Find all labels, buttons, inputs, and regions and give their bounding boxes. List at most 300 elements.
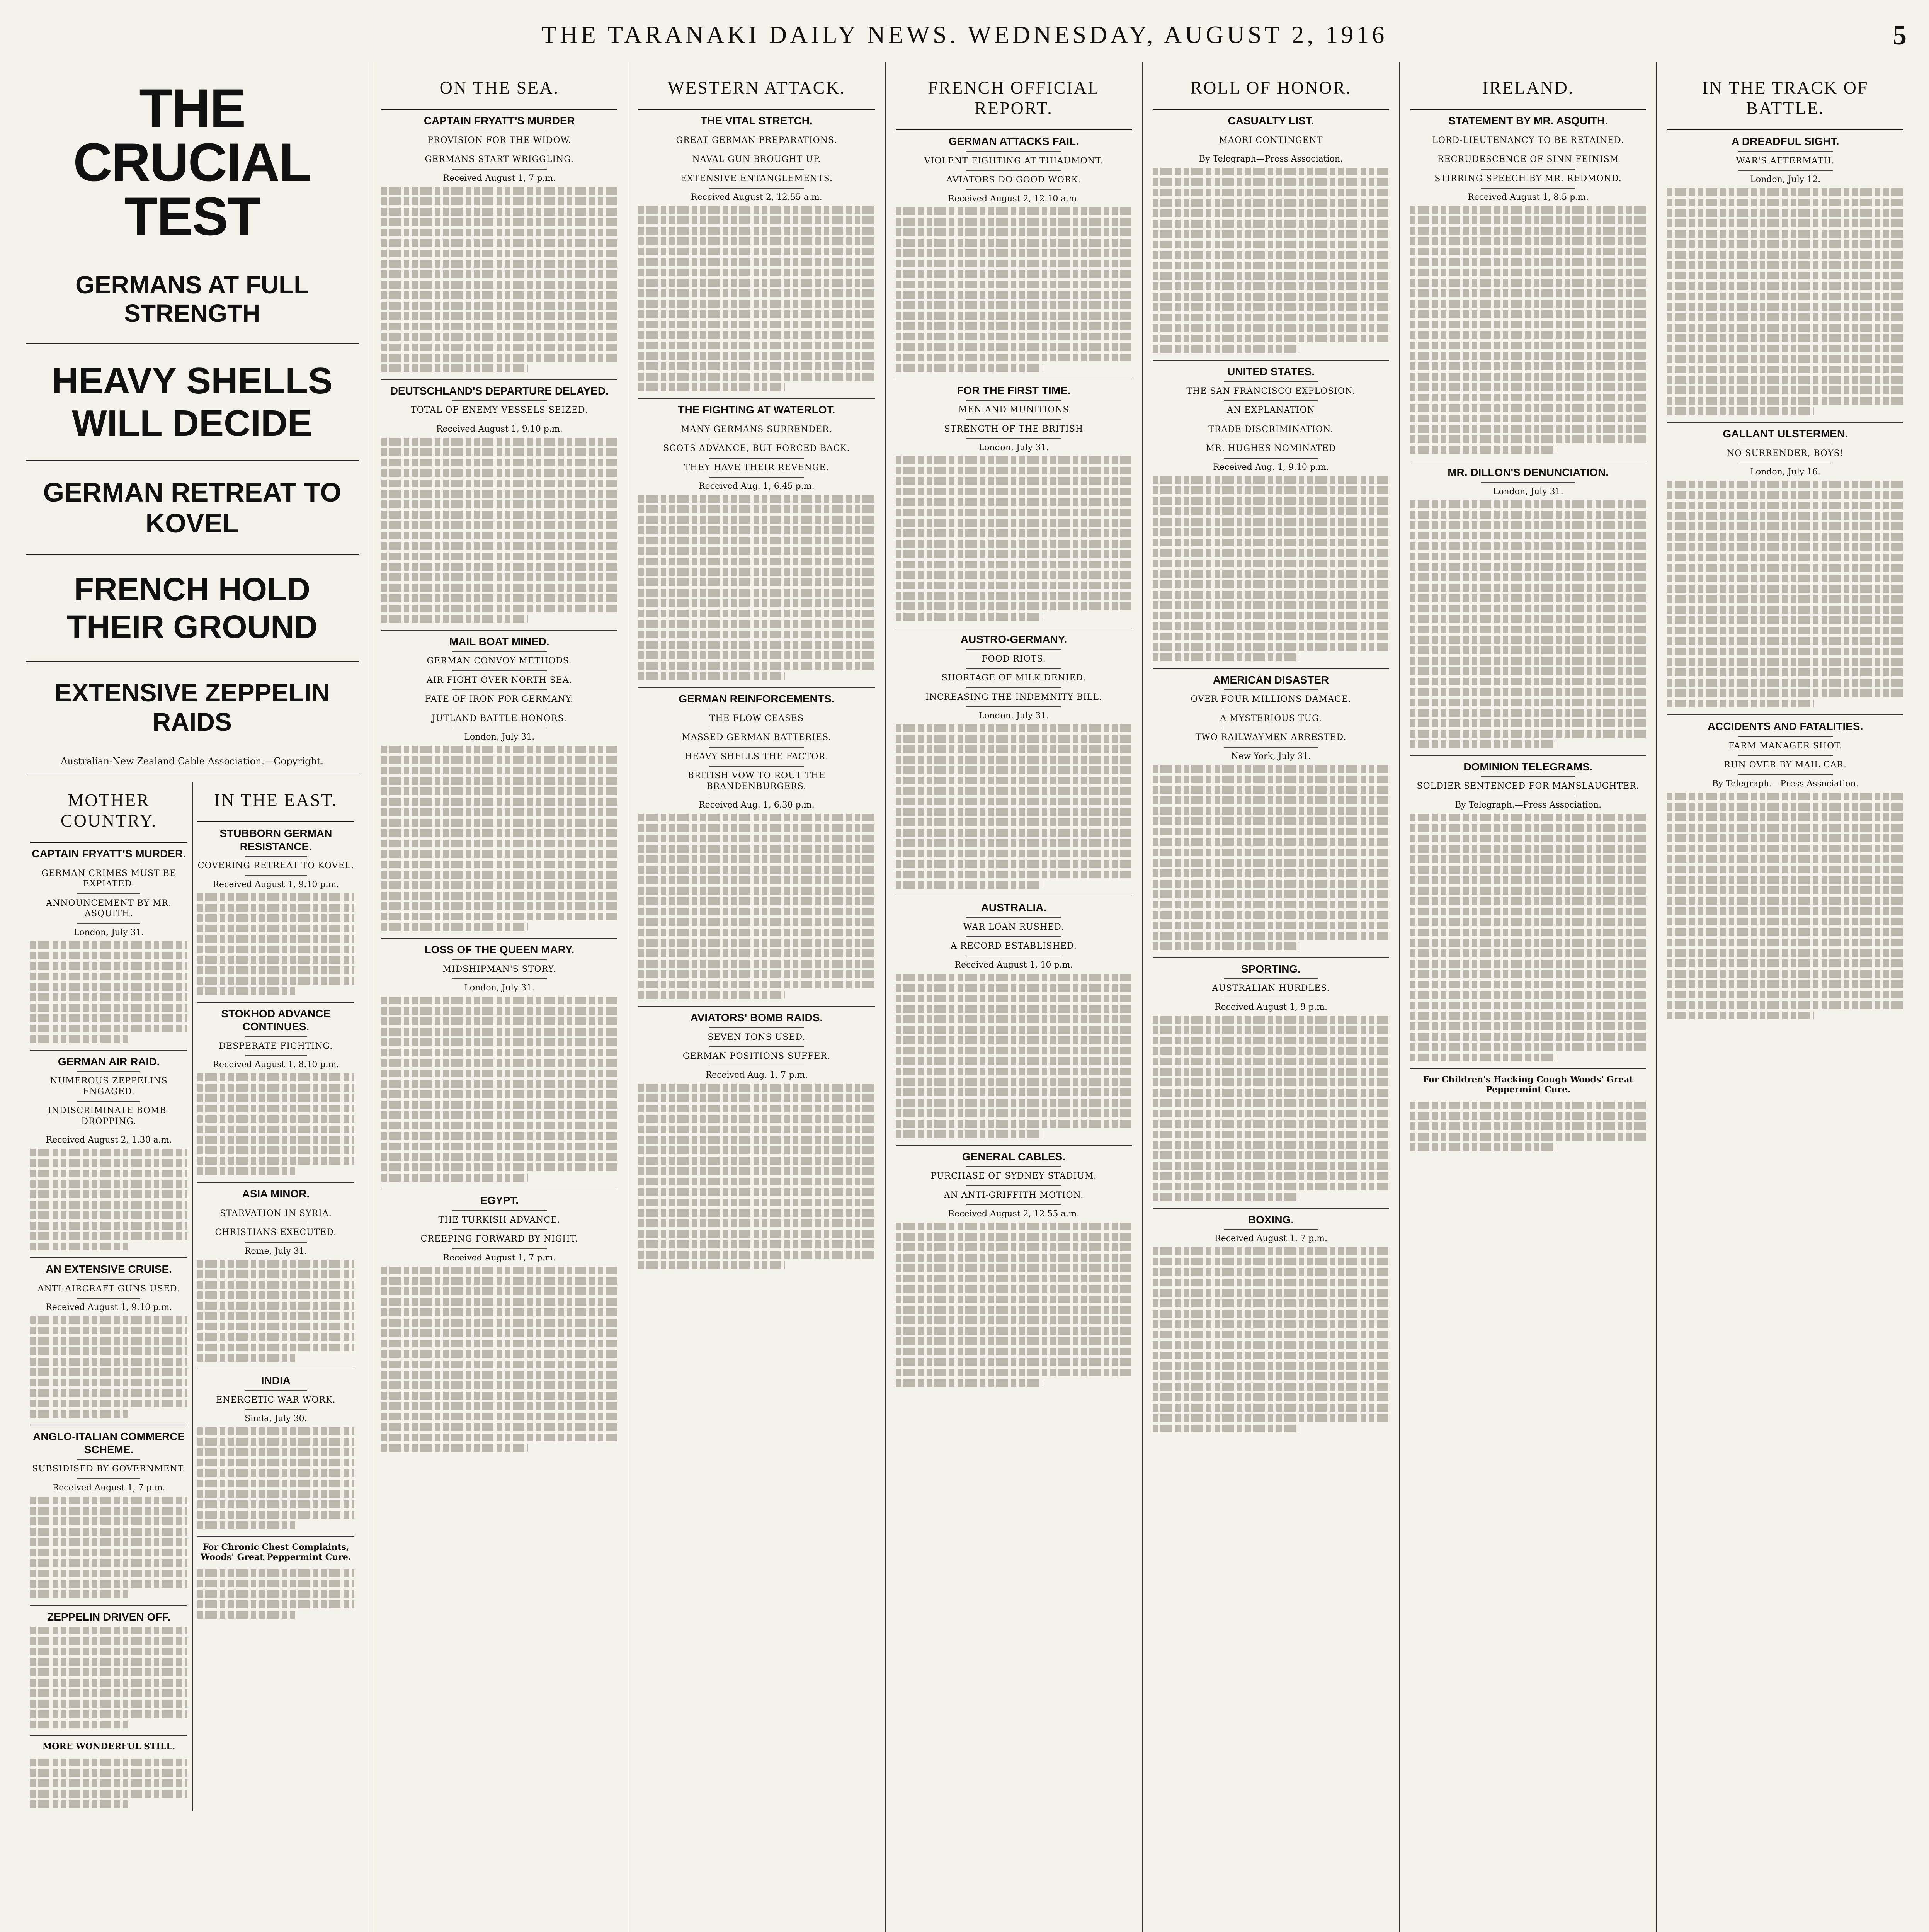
body-text-line	[381, 777, 618, 785]
article-headline: AVIATORS' BOMB RAIDS.	[638, 1006, 875, 1024]
body-text-line	[381, 1007, 618, 1015]
body-text-line	[1153, 293, 1389, 301]
body-text-line	[1410, 584, 1647, 592]
body-text-line	[381, 819, 618, 827]
body-text-line	[1410, 1012, 1647, 1020]
body-text-line	[896, 1233, 1132, 1241]
body-text-line	[1667, 595, 1903, 603]
body-text-line	[1410, 404, 1647, 412]
article-headline: STOKHOD ADVANCE CONTINUES.	[197, 1002, 354, 1033]
body-text-line	[896, 467, 1132, 474]
body-text-line	[896, 1379, 1042, 1387]
body-text-line	[896, 818, 1132, 826]
body-text-line	[30, 1590, 128, 1598]
body-text-line	[381, 1017, 618, 1025]
article-dateline: Received August 1, 7 p.m.	[443, 173, 556, 183]
article-subheading: MEN AND MUNITIONS	[958, 405, 1069, 415]
body-text-line	[381, 1329, 618, 1337]
body-text-line	[896, 312, 1132, 320]
body-text-line	[30, 1549, 187, 1556]
section-title: ON THE SEA.	[439, 78, 559, 97]
body-text-line	[638, 824, 875, 832]
body-text-line	[197, 1448, 354, 1456]
body-text-line	[197, 1480, 354, 1487]
article-headline: CAPTAIN FRYATT'S MURDER.	[30, 842, 187, 861]
body-text-line	[638, 206, 875, 214]
body-text-line	[1410, 1022, 1647, 1030]
body-text-line	[1410, 918, 1647, 926]
article-dateline: By Telegraph.—Press Association.	[1712, 779, 1859, 789]
body-text-line	[896, 995, 1132, 1002]
body-text-line	[896, 1264, 1132, 1272]
body-text-line	[1667, 637, 1903, 645]
body-text-line	[381, 573, 618, 581]
article-subheading: A MYSTERIOUS TUG.	[1220, 713, 1322, 723]
body-text-line	[1667, 303, 1903, 311]
body-text-line	[1153, 1068, 1389, 1076]
body-text-line	[1410, 1133, 1647, 1141]
body-text-line	[896, 281, 1132, 288]
article-subheading: STIRRING SPEECH BY MR. REDMOND.	[1434, 173, 1622, 184]
body-text-line	[381, 364, 528, 372]
article-headline: THE FIGHTING AT WATERLOT.	[638, 398, 875, 417]
body-text-line	[896, 860, 1132, 868]
body-text-line	[1667, 845, 1903, 852]
body-text-line	[638, 929, 875, 936]
body-text-line	[1153, 922, 1389, 929]
body-text-line	[1153, 1341, 1389, 1349]
body-text-line	[638, 279, 875, 287]
body-text-line	[1410, 511, 1647, 519]
body-text-line	[381, 808, 618, 816]
body-text-line	[197, 1500, 354, 1508]
body-text-line	[896, 509, 1132, 516]
body-text-line	[1153, 476, 1389, 484]
divider-rule	[966, 687, 1061, 688]
divider-rule	[966, 1166, 1061, 1167]
divider-rule	[452, 400, 547, 401]
body-text-line	[1667, 199, 1903, 206]
body-text-line	[1153, 1172, 1389, 1180]
body-text-line	[197, 1115, 354, 1123]
section-title: MOTHER COUNTRY.	[60, 790, 157, 830]
article-dateline: Received Aug. 1, 7 p.m.	[705, 1070, 808, 1080]
body-text-line	[1410, 1122, 1647, 1130]
body-text-line	[1410, 563, 1647, 571]
body-text-line	[1410, 897, 1647, 905]
article-headline: SPORTING.	[1153, 957, 1389, 976]
body-text-line	[30, 1337, 187, 1345]
body-text-line	[1153, 1404, 1389, 1412]
body-text-line	[896, 550, 1132, 558]
body-text-line	[197, 1427, 354, 1435]
body-text-line	[1153, 776, 1389, 783]
body-text-line	[30, 1004, 187, 1012]
body-text-line	[1667, 481, 1903, 488]
body-text-line	[1410, 699, 1647, 706]
body-text-line	[1667, 793, 1903, 800]
body-text-line	[638, 321, 875, 328]
body-text-line	[1410, 1102, 1647, 1109]
body-text-line	[638, 1157, 875, 1165]
article-subheading: CREEPING FORWARD BY NIGHT.	[420, 1234, 578, 1244]
body-text-line	[381, 1111, 618, 1119]
body-text-line	[896, 766, 1132, 774]
article-subheading: GERMANS START WRIGGLING.	[425, 155, 574, 165]
article-headline: ZEPPELIN DRIVEN OFF.	[30, 1605, 187, 1624]
body-text-line	[1410, 532, 1647, 539]
article-subheading: THEY HAVE THEIR REVENGE.	[684, 463, 829, 473]
body-text-line	[30, 962, 187, 970]
body-text-line	[381, 1122, 618, 1129]
article-headline: DEUTSCHLAND'S DEPARTURE DELAYED.	[381, 379, 618, 398]
body-text-line	[1153, 220, 1389, 228]
article-dateline: Received August 2, 1.30 a.m.	[46, 1135, 172, 1145]
body-text-line	[638, 578, 875, 586]
body-text-line	[1410, 362, 1647, 370]
body-text-line	[896, 871, 1132, 878]
body-text-line	[896, 1254, 1132, 1262]
body-text-line	[30, 1658, 187, 1666]
body-text-line	[1153, 251, 1389, 259]
body-text-line	[896, 1047, 1132, 1054]
body-text-line	[896, 1327, 1132, 1335]
body-text-line	[197, 1333, 354, 1341]
article-dateline: By Telegraph—Press Association.	[1199, 154, 1343, 164]
body-text-line	[1410, 342, 1647, 349]
body-text-line	[1667, 230, 1903, 238]
divider-rule	[1224, 400, 1318, 401]
body-text-line	[1667, 928, 1903, 936]
body-text-line	[896, 270, 1132, 278]
body-text-line	[381, 532, 618, 539]
body-text-line	[381, 553, 618, 560]
body-text-line	[1153, 282, 1389, 290]
body-text-line	[1153, 786, 1389, 794]
body-text-line	[1667, 293, 1903, 300]
article-subheading: MASSED GERMAN BATTERIES.	[682, 733, 832, 743]
body-text-line	[381, 542, 618, 550]
body-text-line	[197, 1590, 354, 1598]
divider-rule	[77, 893, 140, 894]
body-text-line	[381, 1132, 618, 1140]
body-text-line	[30, 1517, 187, 1525]
article-subheading: ANNOUNCEMENT BY MR. ASQUITH.	[46, 898, 172, 919]
section-title: IN THE TRACK OF BATTLE.	[1702, 78, 1869, 118]
article-subheading: FARM MANAGER SHOT.	[1728, 741, 1842, 751]
article-dateline: Received August 1, 9.10 p.m.	[436, 424, 563, 434]
body-text-line	[1667, 324, 1903, 332]
body-text-line	[896, 1243, 1132, 1251]
body-text-line	[638, 547, 875, 555]
body-text-line	[1153, 241, 1389, 248]
article-headline: GERMAN ATTACKS FAIL.	[896, 129, 1132, 148]
lead-headline: THE CRUCIAL TEST	[73, 78, 311, 247]
body-text-line	[1410, 331, 1647, 339]
body-text-line	[381, 829, 618, 837]
column-1	[15, 62, 371, 1932]
body-text-line	[197, 1260, 354, 1268]
body-text-line	[1153, 1352, 1389, 1359]
body-text-line	[197, 977, 354, 985]
body-text-line	[381, 250, 618, 257]
body-text-line	[896, 984, 1132, 992]
body-text-line	[896, 1275, 1132, 1282]
article-subheading: NUMEROUS ZEPPELINS ENGAGED.	[50, 1076, 168, 1097]
body-text-line	[197, 1459, 354, 1466]
body-text-line	[638, 352, 875, 360]
body-text-line	[381, 1444, 528, 1452]
article-dateline: Received August 2, 12.55 a.m.	[691, 192, 822, 202]
body-text-line	[1153, 199, 1389, 207]
divider-rule	[709, 1046, 804, 1047]
body-text-line	[1667, 658, 1903, 666]
body-text-line	[381, 1143, 618, 1150]
body-text-line	[1667, 355, 1903, 363]
body-text-line	[30, 1180, 187, 1188]
body-text-line	[1410, 981, 1647, 988]
body-text-line	[197, 1438, 354, 1446]
body-text-line	[381, 1174, 528, 1182]
body-text-line	[381, 1381, 618, 1389]
body-text-line	[197, 1136, 354, 1144]
article-headline: ASIA MINOR.	[197, 1182, 354, 1201]
body-text-line	[896, 571, 1132, 579]
body-text-line	[197, 966, 354, 974]
article-subheading: GREAT GERMAN PREPARATIONS.	[676, 135, 837, 145]
divider-rule	[452, 978, 547, 979]
body-text-line	[896, 1369, 1132, 1376]
body-text-line	[1667, 219, 1903, 227]
article-headline: AN EXTENSIVE CRUISE.	[30, 1257, 187, 1276]
body-text-line	[1410, 657, 1647, 665]
body-text-line	[1667, 345, 1903, 352]
body-text-line	[1410, 553, 1647, 560]
body-text-line	[638, 1115, 875, 1123]
body-text-line	[30, 1400, 187, 1407]
body-text-line	[30, 1243, 128, 1250]
body-text-line	[1153, 1183, 1389, 1190]
divider-rule	[452, 689, 547, 690]
body-text-line	[1667, 1001, 1903, 1009]
body-text-line	[381, 787, 618, 795]
body-text-line	[1410, 866, 1647, 874]
body-text-line	[1410, 446, 1556, 454]
body-text-line	[381, 302, 618, 310]
body-text-line	[197, 1073, 354, 1081]
body-text-line	[1667, 313, 1903, 321]
body-text-line	[1153, 1162, 1389, 1170]
body-text-line	[1153, 901, 1389, 908]
body-text-line	[638, 1251, 875, 1259]
body-text-line	[381, 500, 618, 508]
body-text-line	[1153, 1320, 1389, 1328]
body-text-line	[1410, 500, 1647, 508]
body-text-line	[381, 312, 618, 320]
article-headline: FOR THE FIRST TIME.	[896, 379, 1132, 397]
lead-deck-2: HEAVY SHELLS WILL DECIDE	[26, 344, 359, 461]
body-text-line	[1153, 1058, 1389, 1065]
article-dateline: By Telegraph.—Press Association.	[1455, 800, 1602, 810]
article-headline: EGYPT.	[381, 1189, 618, 1207]
body-text-line	[1410, 521, 1647, 529]
article-headline: MAIL BOAT MINED.	[381, 630, 618, 648]
body-text-line	[638, 620, 875, 628]
body-text-line	[1667, 949, 1903, 957]
body-text-line	[1153, 1151, 1389, 1159]
body-text-line	[638, 310, 875, 318]
body-text-line	[1667, 866, 1903, 873]
divider-rule	[709, 477, 804, 478]
body-text-line	[896, 745, 1132, 753]
body-text-line	[1153, 262, 1389, 269]
body-text-line	[30, 1580, 187, 1588]
body-text-line	[1667, 918, 1903, 925]
body-text-line	[381, 756, 618, 764]
article-subheading: COVERING RETREAT TO KOVEL.	[197, 861, 354, 871]
section-title: IRELAND.	[1482, 78, 1574, 97]
divider-rule	[77, 1478, 140, 1479]
divider-rule	[709, 458, 804, 459]
article-headline: AUSTRO-GERMANY.	[896, 628, 1132, 646]
body-text-line	[30, 1327, 187, 1334]
body-text-line	[638, 1240, 875, 1248]
divider-rule	[1481, 169, 1575, 170]
body-text-line	[1153, 1289, 1389, 1297]
body-text-line	[638, 855, 875, 863]
body-text-line	[197, 1094, 354, 1102]
body-text-line	[1153, 168, 1389, 175]
body-text-line	[896, 777, 1132, 784]
columns	[15, 62, 1914, 1932]
divider-rule	[1224, 381, 1318, 382]
body-text-line	[30, 1800, 128, 1808]
body-text-line	[638, 960, 875, 968]
article-subheading: TOTAL OF ENEMY VESSELS SEIZED.	[410, 405, 588, 415]
article-headline: INDIA	[197, 1369, 354, 1387]
body-text-line	[197, 1323, 354, 1330]
divider-rule	[966, 649, 1061, 650]
body-text-line	[197, 1354, 294, 1362]
body-text-line	[1667, 512, 1903, 520]
body-text-line	[197, 1611, 294, 1619]
article-subheading: STARVATION IN SYRIA.	[220, 1208, 332, 1218]
body-text-line	[1667, 959, 1903, 967]
body-text-line	[1667, 533, 1903, 541]
body-text-line	[1153, 591, 1389, 599]
body-text-line	[30, 941, 187, 949]
body-text-line	[1153, 549, 1389, 557]
body-text-line	[638, 495, 875, 503]
body-text-line	[197, 987, 294, 995]
body-text-line	[896, 829, 1132, 837]
article-subheading: RECRUDESCENCE OF SINN FEINISM	[1437, 155, 1619, 165]
body-text-line	[896, 343, 1132, 351]
body-text-line	[1153, 1131, 1389, 1138]
body-text-line	[896, 1036, 1132, 1044]
divider-rule	[452, 1210, 547, 1211]
body-text-line	[30, 1316, 187, 1324]
body-text-line	[1410, 1002, 1647, 1009]
body-text-line	[381, 584, 618, 592]
body-text-line	[638, 908, 875, 915]
body-text-line	[30, 1389, 187, 1397]
body-text-line	[30, 1668, 187, 1676]
body-text-line	[197, 1580, 354, 1587]
body-text-line	[1410, 709, 1647, 717]
article-subheading: SEVEN TONS USED.	[708, 1032, 806, 1042]
body-text-line	[1667, 876, 1903, 884]
body-text-line	[1153, 1393, 1389, 1401]
article-subheading: OVER FOUR MILLIONS DAMAGE.	[1191, 694, 1351, 704]
body-text-line	[381, 615, 528, 623]
body-text-line	[638, 258, 875, 266]
body-text-line	[1667, 366, 1903, 373]
lead-deck-3: GERMAN RETREAT TO KOVEL	[26, 461, 359, 555]
body-text-line	[381, 1070, 618, 1077]
body-text-line	[1410, 425, 1647, 433]
body-text-line	[638, 331, 875, 339]
body-text-line	[30, 1410, 128, 1418]
article-subheading: WAR LOAN RUSHED.	[963, 922, 1064, 932]
body-text-line	[1410, 835, 1647, 842]
body-text-line	[381, 187, 618, 195]
body-text-line	[1667, 261, 1903, 269]
body-text-line	[1410, 667, 1647, 675]
article-subheading: ANTI-AIRCRAFT GUNS USED.	[37, 1284, 180, 1294]
body-text-line	[381, 1049, 618, 1056]
article-subheading: AN ANTI-GRIFFITH MOTION.	[944, 1190, 1084, 1200]
body-text-line	[638, 1209, 875, 1217]
body-text-line	[896, 239, 1132, 247]
body-text-line	[30, 1679, 187, 1687]
body-text-line	[1153, 507, 1389, 515]
body-text-line	[638, 970, 875, 978]
body-text-line	[638, 1219, 875, 1227]
body-text-line	[896, 260, 1132, 267]
divider-rule	[1481, 188, 1575, 189]
body-text-line	[381, 490, 618, 498]
body-text-line	[381, 1163, 618, 1171]
article-dateline: London, July 31.	[978, 711, 1049, 721]
divider-rule	[77, 1071, 140, 1072]
divider-rule	[966, 438, 1061, 439]
body-text-line	[1667, 689, 1903, 697]
body-text-line	[381, 469, 618, 477]
body-text-line	[197, 1270, 354, 1278]
lead-byline: Australian-New Zealand Cable Association.—Copyright.	[26, 756, 359, 774]
article-dateline: Received August 1, 7 p.m.	[52, 1483, 165, 1493]
body-text-line	[30, 1637, 187, 1645]
body-text-line	[1410, 646, 1647, 654]
body-text-line	[1410, 594, 1647, 602]
body-text-line	[30, 1035, 128, 1043]
body-text-line	[896, 218, 1132, 226]
body-text-line	[638, 526, 875, 534]
divider-rule	[1224, 747, 1318, 748]
body-text-line	[30, 1790, 187, 1798]
body-text-line	[381, 892, 618, 900]
body-text-line	[381, 840, 618, 847]
body-text-line	[1153, 539, 1389, 546]
body-text-line	[381, 1267, 618, 1274]
section-title: IN THE EAST.	[214, 790, 338, 810]
divider-rule	[1738, 755, 1833, 756]
article-dateline: Received Aug. 1, 6.45 p.m.	[699, 481, 815, 492]
divider-rule	[77, 1459, 140, 1460]
article-headline: DOMINION TELEGRAMS.	[1410, 755, 1647, 774]
column-4	[885, 62, 1142, 1932]
